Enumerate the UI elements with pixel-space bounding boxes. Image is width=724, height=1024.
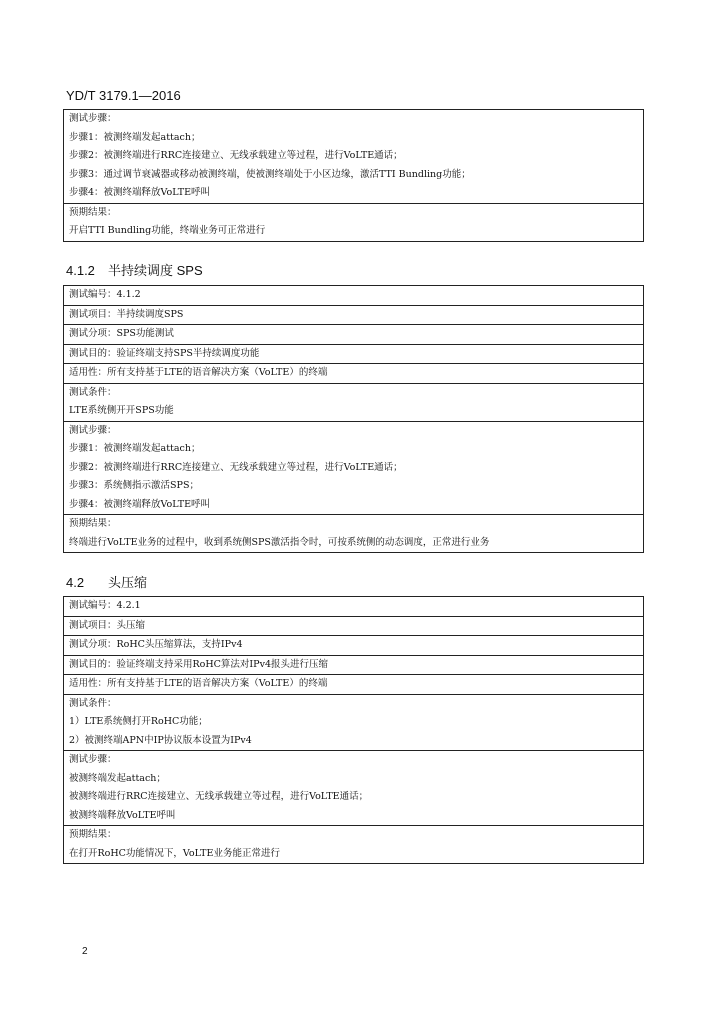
table-row [64,344,644,364]
cell-line: 被测终端发起attach； [69,772,166,784]
test-table-header-compression [63,596,644,864]
table-row [64,364,644,384]
cell-line: 测试步骤： [69,424,117,436]
cell-line: 测试步骤： [69,754,117,765]
cell-line: 步骤1：被测终端发起attach； [69,131,201,143]
cell-line: 开启TTI Bundling功能，终端业务可正常进行 [69,225,266,236]
table-cell [64,826,644,864]
table-row [64,616,644,636]
section-title: 头压缩 [108,575,148,590]
table-row [64,203,644,241]
table-row [64,675,644,695]
table-cell: 适用性：所有支持基于LTE的语音解决方案（VoLTE）的终端 [64,675,644,695]
table-row [64,694,644,751]
cell-line: 步骤4：被测终端释放VoLTE呼叫 [69,187,211,198]
cell-line: 2）被测终端APN中IP协议版本设置为IPv4 [69,734,252,746]
cell-line: 步骤3：系统侧指示激活SPS； [69,480,199,491]
section-title: 半持续调度 SPS [108,263,203,278]
table-row [64,826,644,864]
cell-line: 测试步骤： [69,113,117,124]
standard-id-header: YD/T 3179.1—2016 [66,88,181,103]
table-row [64,655,644,675]
table-row [64,751,644,826]
section-number: 4.1.2 [66,263,95,278]
section-number: 4.2 [66,575,85,590]
cell-line: 终端进行VoLTE业务的过程中，收到系统侧SPS激活指令时，可按系统侧的动态调度，正常进行业务 [69,536,490,548]
table-row [64,421,644,515]
cell-line: 被测终端进行RRC连接建立、无线承载建立等过程，进行VoLTE通话； [69,791,369,802]
cell-line: 预期结果： [69,518,117,529]
table-cell: 适用性：所有支持基于LTE的语音解决方案（VoLTE）的终端 [64,364,644,384]
table-cell: 测试项目：半持续调度SPS [64,305,644,325]
table-row [64,286,644,306]
table-cell: 测试分项：RoHC头压缩算法，支持IPv4 [64,636,644,656]
table-row [64,110,644,204]
table-cell [64,203,644,241]
table-cell: 测试目的：验证终端支持采用RoHC算法对IPv4报头进行压缩 [64,655,644,675]
cell-line: 步骤4：被测终端释放VoLTE呼叫 [69,498,211,510]
table-cell [64,421,644,515]
table-row [64,597,644,617]
table-row [64,305,644,325]
table-cell: 测试编号：4.2.1 [64,597,644,617]
table-cell [64,751,644,826]
section-heading-4-1-2 [66,260,203,279]
test-table-tti-bundling [63,109,644,242]
table-row [64,325,644,345]
cell-line: LTE系统侧开开SPS功能 [69,405,174,416]
table-cell [64,515,644,553]
cell-line: 预期结果： [69,829,117,840]
cell-line: 1）LTE系统侧打开RoHC功能； [69,716,208,727]
section-heading-4-2 [66,572,147,591]
cell-line: 在打开RoHC功能情况下，VoLTE业务能正常进行 [69,847,280,859]
cell-line: 测试条件： [69,386,117,398]
table-cell [64,694,644,751]
page-number: 2 [82,946,88,957]
table-row [64,383,644,421]
table-cell: 测试分项：SPS功能测试 [64,325,644,345]
test-table-sps [63,285,644,553]
table-row [64,636,644,656]
cell-line: 步骤1：被测终端发起attach； [69,443,201,454]
cell-line: 步骤2：被测终端进行RRC连接建立、无线承载建立等过程，进行VoLTE通话； [69,150,403,161]
cell-line: 预期结果： [69,206,117,218]
cell-line: 步骤2：被测终端进行RRC连接建立、无线承载建立等过程，进行VoLTE通话； [69,461,403,473]
table-row [64,515,644,553]
cell-line: 步骤3：通过调节衰减器或移动被测终端，使被测终端处于小区边缘，激活TTI Bundling功能； [69,168,471,180]
cell-line: 测试条件： [69,697,117,709]
table-cell [64,110,644,204]
table-cell [64,383,644,421]
table-cell: 测试项目：头压缩 [64,616,644,636]
table-cell: 测试目的：验证终端支持SPS半持续调度功能 [64,344,644,364]
cell-line: 被测终端释放VoLTE呼叫 [69,809,176,821]
table-cell: 测试编号：4.1.2 [64,286,644,306]
